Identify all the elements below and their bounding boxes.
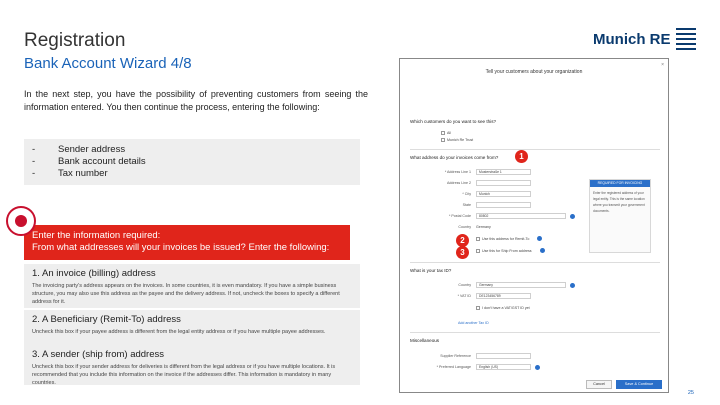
address2-label: Address Line 2: [447, 181, 471, 185]
question-address: What address do your invoices come from?: [410, 155, 499, 160]
question-misc: Miscellaneous: [410, 338, 440, 343]
ship-from-label: Use this for Ship From address: [482, 249, 532, 253]
state-input[interactable]: [476, 202, 531, 208]
remit-to-checkbox[interactable]: [476, 237, 480, 241]
country-label: Country: [458, 225, 471, 229]
remit-to-label: Use this address for Remit-To: [482, 237, 530, 241]
logo-text: Munich RE: [593, 30, 671, 48]
page-title: Registration: [24, 30, 126, 51]
address1-label: * Address Line 1: [444, 170, 471, 174]
section-heading: 3. A sender (ship from) address: [32, 349, 165, 360]
city-label: * City: [462, 192, 471, 196]
question-visibility: Which customers do you want to see this?: [410, 119, 497, 124]
city-input[interactable]: Munich: [476, 191, 531, 197]
tax-country-label: Country: [458, 283, 471, 287]
option-label: Munich Re Trust: [447, 138, 474, 142]
wizard-dialog: [399, 58, 669, 393]
vat-label: * VAT ID: [457, 294, 471, 298]
page-number: 25: [687, 390, 694, 396]
country-value[interactable]: Germany: [476, 225, 491, 229]
postal-label: * Postal Code: [449, 214, 471, 218]
address1-input[interactable]: Musterstraße 1: [476, 169, 531, 175]
section-body: Uncheck this box if your sender address for deliveries is different from the legal address or if you have multiple locations. It is recommended that you include this information on the invoice if the addresses differ. This information is mandatory in many countries.: [32, 364, 336, 386]
close-icon[interactable]: ×: [661, 62, 664, 68]
page-subtitle: Bank Account Wizard 4/8: [24, 55, 192, 72]
list-item: - Bank account details: [32, 156, 146, 167]
checkbox-all[interactable]: [441, 131, 445, 135]
section-heading: 1. An invoice (billing) address: [32, 268, 156, 279]
language-label: * Preferred Language: [436, 365, 471, 369]
logo-mark-icon: [676, 28, 696, 50]
info-icon[interactable]: [535, 365, 540, 370]
list-item-label: Bank account details: [58, 156, 146, 167]
instruction-line: From what addresses will your invoices be issued? Enter the following:: [32, 242, 330, 253]
add-tax-link[interactable]: Add another Tax ID: [458, 321, 489, 325]
step-badge-1: 1: [515, 150, 528, 163]
instruction-box: [24, 225, 350, 260]
divider: [410, 332, 660, 333]
address2-input[interactable]: [476, 180, 531, 186]
section-heading: 2. A Beneficiary (Remit-To) address: [32, 314, 181, 325]
info-icon[interactable]: [570, 283, 575, 288]
info-icon[interactable]: [540, 248, 545, 253]
checkbox-munich[interactable]: [441, 138, 445, 142]
step-badge-2: 2: [456, 234, 469, 247]
munich-re-logo: [593, 28, 696, 50]
save-continue-button[interactable]: Save & Continue: [616, 380, 662, 389]
intro-paragraph: In the next step, you have the possibility of preventing customers from seeing the information entered. You then continue the process, entering the following:: [24, 89, 368, 112]
info-icon[interactable]: [570, 214, 575, 219]
state-label: State: [462, 203, 471, 207]
step-badge-3: 3: [456, 246, 469, 259]
postal-input[interactable]: 80802: [476, 213, 566, 219]
tax-country-select[interactable]: Germany: [476, 282, 566, 288]
section-body: The invoicing party's address appears on the invoices. In some countries, it is even mandatory. If you have a simple business structure, you may also use this address as the payee and the delivery address. If not, uncheck the boxes to specify a different address for it.: [32, 283, 340, 305]
section-invoice-address: [24, 264, 360, 308]
list-item: - Tax number: [32, 168, 108, 179]
section-ship-from-address: [24, 345, 360, 385]
dialog-title: Tell your customers about your organization: [485, 69, 583, 75]
required-info-panel: [589, 179, 651, 253]
no-vat-checkbox[interactable]: [476, 306, 480, 310]
list-item-label: Sender address: [58, 144, 126, 155]
misc-field-label: Supplier Reference: [440, 354, 471, 358]
list-item: - Sender address: [32, 144, 126, 155]
info-list: [24, 139, 360, 185]
no-vat-label: I don't have a VAT/GST ID yet: [482, 306, 530, 310]
info-icon[interactable]: [537, 236, 542, 241]
ship-from-checkbox[interactable]: [476, 249, 480, 253]
cancel-button[interactable]: Cancel: [586, 380, 612, 389]
divider: [410, 262, 660, 263]
section-remit-to-address: [24, 310, 360, 346]
required-info-text: Enter the registered address of your legal entity. This is the same location where you transmit your government documents.: [593, 191, 645, 213]
vat-input[interactable]: DE123456789: [476, 293, 531, 299]
divider: [410, 149, 660, 150]
required-info-title: REQUIRED FOR INVOICING: [590, 180, 650, 187]
instruction-line: Enter the information required:: [32, 230, 161, 241]
option-label: All: [447, 131, 451, 135]
attention-icon: [6, 206, 36, 236]
question-tax: What is your tax ID?: [410, 268, 452, 273]
list-item-label: Tax number: [58, 168, 108, 179]
section-body: Uncheck this box if your payee address is different from the legal entity address or if you have multiple payee addresses.: [32, 329, 326, 335]
language-select[interactable]: English (US): [476, 364, 531, 370]
misc-field-input[interactable]: [476, 353, 531, 359]
